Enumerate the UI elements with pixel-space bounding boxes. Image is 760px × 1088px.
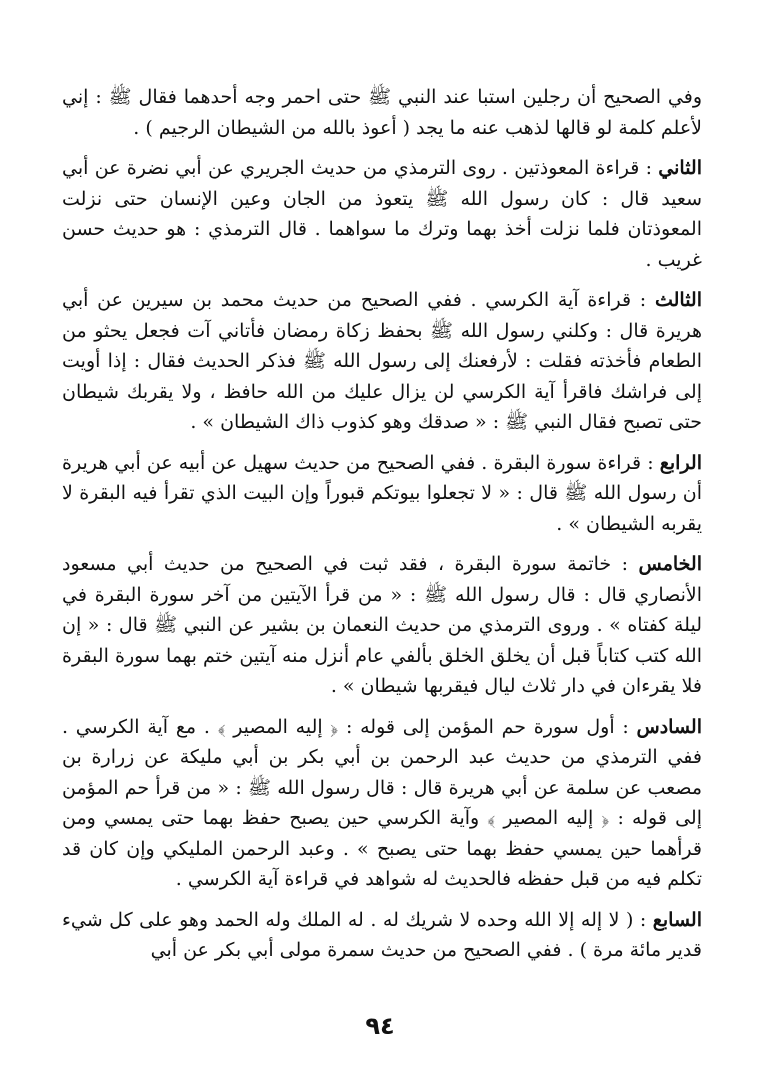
paragraph-3-text: : قراءة آية الكرسي . ففي الصحيح من حديث محمد بن سيرين عن أبي هريرة قال : وكلني رسول الله ﷺ بحفظ زكاة رمضان فأتاني آت فجعل يحثو من الطعام فأخذته فقلت : لأرفعنك إلى رسول الله ﷺ فذكر الحديث فقال : إذا أويت إلى فراشك فاقرأ آية الكرسي لن يزال عليك من الله حافظ ، ولا يقربك شيطان حتى تصبح فقال النبي ﷺ : « صدقك وهو كذوب ذاك الشيطان » . [62, 289, 702, 433]
page-body [62, 82, 702, 976]
paragraph-2 [62, 153, 702, 275]
paragraph-1-text: وفي الصحيح أن رجلين استبا عند النبي ﷺ حتى احمر وجه أحدهما فقال ﷺ : إني لأعلم كلمة لو قالها لذهب عنه ما يجد ( أعوذ بالله من الشيطان الرجيم ) . [62, 86, 703, 139]
paragraph-6-text: : أول سورة حم المؤمن إلى قوله : ﴿ إليه المصير ﴾ . مع آية الكرسي . ففي الترمذي من حديث عبد الرحمن بن أبي بكر بن أبي مليكة عن زرارة بن مصعب عن سلمة عن أبي هريرة قال : قال رسول الله ﷺ : « من قرأ حم المؤمن إلى قوله : ﴿ إليه المصير ﴾ وآية الكرسي حين يصبح حفظ بهما حتى يمسي ومن قرأهما حين يمسي حفظ بهما حتى يصبح » . وعبد الرحمن المليكي وإن كان قد تكلم فيه من قبل حفظه فالحديث له شواهد في قراءة آية الكرسي . [62, 715, 702, 890]
paragraph-1 [62, 82, 702, 143]
paragraph-4 [62, 448, 702, 540]
paragraph-7 [62, 905, 702, 966]
paragraph-5 [62, 549, 702, 702]
paragraph-6 [62, 712, 702, 895]
paragraph-5-lead: الخامس [638, 553, 702, 575]
paragraph-3-lead: الثالث [654, 289, 702, 311]
paragraph-7-lead: السابع [652, 908, 702, 931]
page-number: ٩٤ [365, 1012, 395, 1040]
paragraph-5-text: : خاتمة سورة البقرة ، فقد ثبت في الصحيح من حديث أبي مسعود الأنصاري قال : قال رسول الله ﷺ : « من قرأ الآيتين من آخر سورة البقرة في ليلة كفتاه » . وروى الترمذي من حديث النعمان بن بشير عن النبي ﷺ قال : « إن الله كتب كتاباً قبل أن يخلق الخلق بألفي عام أنزل منه آيتين ختم بهما سورة البقرة فلا يقرءان في دار ثلاث ليال فيقربها شيطان » . [62, 553, 702, 697]
paragraph-3 [62, 285, 702, 438]
paragraph-2-text: : قراءة المعوذتين . روى الترمذي من حديث الجريري عن أبي نضرة عن أبي سعيد قال : كان رسول الله ﷺ يتعوذ من الجان وعين الإنسان حتى نزلت المعوذتان فلما نزلت أخذ بهما وترك ما سواهما . قال الترمذي : هو حديث حسن غريب . [62, 157, 702, 271]
paragraph-7-text: : ( لا إله إلا الله وحده لا شريك له . له الملك وله الحمد وهو على كل شيء قدير مائة مرة ) . ففي الصحيح من حديث سمرة مولى أبي بكر عن أبي [62, 908, 702, 961]
paragraph-4-lead: الرابع [659, 451, 702, 474]
paragraph-4-text: : قراءة سورة البقرة . ففي الصحيح من حديث سهيل عن أبيه عن أبي هريرة أن رسول الله ﷺ قال : « لا تجعلوا بيوتكم قبوراً وإن البيت الذي تقرأ فيه البقرة لا يقربه الشيطان » . [62, 451, 702, 535]
paragraph-6-lead: السادس [636, 715, 702, 738]
paragraph-2-lead: الثاني [658, 157, 702, 179]
